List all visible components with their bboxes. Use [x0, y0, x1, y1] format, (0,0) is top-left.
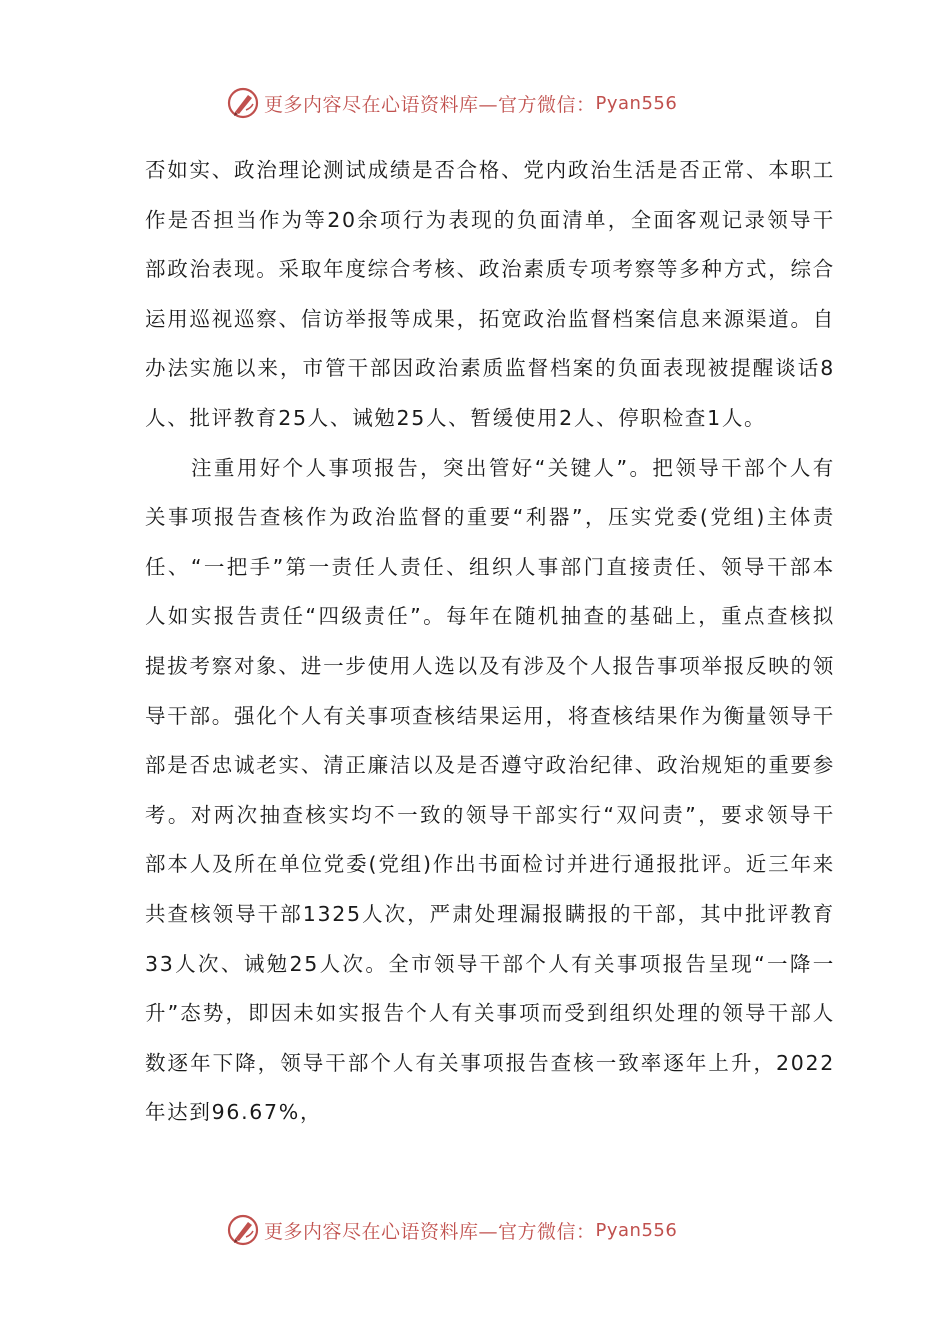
pen-logo-icon — [226, 1213, 260, 1247]
header-banner-wechat: Pyan556 — [595, 92, 678, 114]
paragraph-1: 否如实、政治理论测试成绩是否合格、党内政治生活是否正常、本职工作是否担当作为等20余项行为表现的负面清单，全面客观记录领导干部政治表现。采取年度综合考核、政治素质专项考察等多种方式，综合运用巡视巡察、信访举报等成果，拓宽政治监督档案信息来源渠道。自办法实施以来，市管干部因政治素质监督档案的负面表现被提醒谈话8人、批评教育25人、诫勉25人、暂缓使用2人、停职检查1人。 — [145, 158, 835, 430]
pen-logo-icon — [226, 86, 260, 120]
footer-banner-wechat: Pyan556 — [595, 1219, 678, 1241]
header-banner-text: 更多内容尽在心语资料库—官方微信： — [264, 93, 596, 116]
paragraph-2: 注重用好个人事项报告，突出管好“关键人”。把领导干部个人有关事项报告查核作为政治监督的重要“利器”，压实党委(党组)主体责任、“一把手”第一责任人责任、组织人事部门直接责任、领导干部本人如实报告责任“四级责任”。每年在随机抽查的基础上，重点查核拟提拔考察对象、进一步使用人选以及有涉及个人报告事项举报反映的领导干部。强化个人有关事项查核结果运用，将查核结果作为衡量领导干部是否忠诚老实、清正廉洁以及是否遵守政治纪律、政治规矩的重要参考。对两次抽查核实均不一致的领导干部实行“双问责”，要求领导干部本人及所在单位党委(党组)作出书面检讨并进行通报批评。近三年来共查核领导干部1325人次，严肃处理漏报瞒报的干部，其中批评教育33人次、诫勉25人次。全市领导干部个人有关事项报告呈现“一降一升”态势，即因未如实报告个人有关事项而受到组织处理的领导干部人数逐年下降，领导干部个人有关事项报告查核一致率逐年上升，2022年达到96.67%， — [145, 455, 835, 1125]
header-banner — [226, 86, 677, 120]
document-body — [145, 146, 835, 1138]
footer-banner-text: 更多内容尽在心语资料库—官方微信： — [264, 1220, 596, 1243]
footer-banner — [226, 1213, 677, 1247]
